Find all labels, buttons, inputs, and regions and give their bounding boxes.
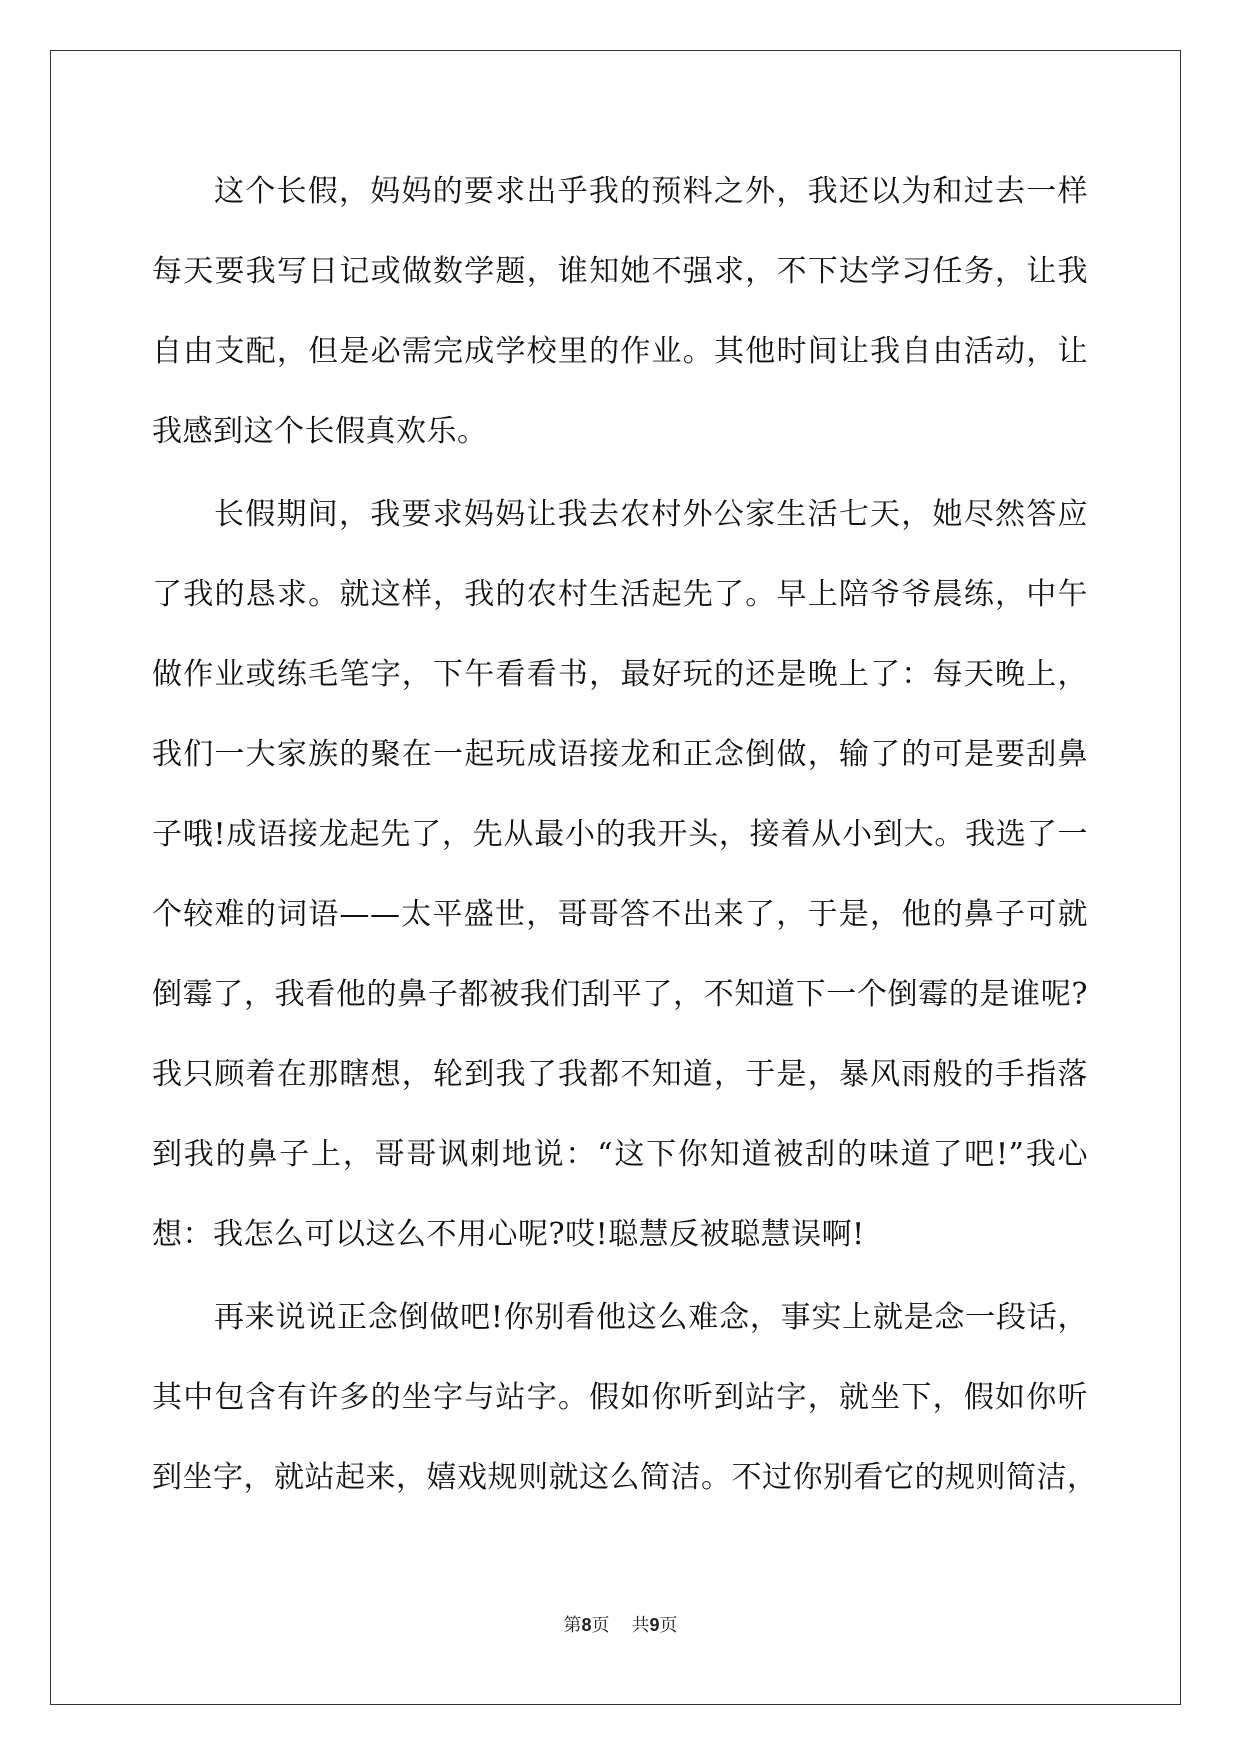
paragraph-2-line-4: 我们一大家族的聚在一起玩成语接龙和正念倒做，输了的可是要刮鼻 [152,737,1088,772]
page-number-footer [0,1613,1241,1638]
paragraph-1-line-2: 每天要我写日记或做数学题，谁知她不强求，不下达学习任务，让我 [152,254,1088,289]
paragraph-3-line-2: 其中包含有许多的坐字与站字。假如你听到站字，就坐下，假如你听 [152,1380,1088,1415]
current-page-number: 8 [581,1615,592,1635]
paragraph-2-line-3: 做作业或练毛笔字，下午看看书，最好玩的还是晚上了：每天晚上， [152,657,1088,692]
page-prefix: 第 [563,1615,582,1636]
paragraph-2-line-5: 子哦!成语接龙起先了，先从最小的我开头，接着从小到大。我选了一 [152,817,1088,852]
paragraph-3-line-3: 到坐字，就站起来，嬉戏规则就这么简洁。不过你别看它的规则简洁， [152,1460,1098,1495]
paragraph-2-line-7: 倒霉了，我看他的鼻子都被我们刮平了，不知道下一个倒霉的是谁呢? [152,977,1088,1012]
paragraph-2-line-10: 想：我怎么可以这么不用心呢?哎!聪慧反被聪慧误啊! [152,1217,865,1252]
paragraph-2-line-1: 长假期间，我要求妈妈让我去农村外公家生活七天，她尽然答应 [214,497,1088,532]
page-suffix: 页 [591,1615,610,1636]
paragraph-1-line-4: 我感到这个长假真欢乐。 [152,414,488,449]
paragraph-2-line-2: 了我的恳求。就这样，我的农村生活起先了。早上陪爷爷晨练，中午 [152,577,1088,612]
paragraph-2-line-8: 我只顾着在那瞎想，轮到我了我都不知道，于是，暴风雨般的手指落 [152,1057,1088,1092]
total-suffix: 页 [659,1615,678,1636]
total-page-count: 9 [649,1615,660,1635]
page-border [50,50,1181,1705]
total-prefix: 共 [631,1615,650,1636]
paragraph-3-line-1: 再来说说正念倒做吧!你别看他这么难念，事实上就是念一段话， [214,1300,1088,1335]
paragraph-1-line-3: 自由支配，但是必需完成学校里的作业。其他时间让我自由活动，让 [152,334,1088,369]
paragraph-2-line-9: 到我的鼻子上，哥哥讽刺地说：“这下你知道被刮的味道了吧!”我心 [152,1137,1088,1172]
paragraph-1-line-1: 这个长假，妈妈的要求出乎我的预料之外，我还以为和过去一样 [214,174,1088,209]
paragraph-2-line-6: 个较难的词语——太平盛世，哥哥答不出来了，于是，他的鼻子可就 [152,897,1088,932]
